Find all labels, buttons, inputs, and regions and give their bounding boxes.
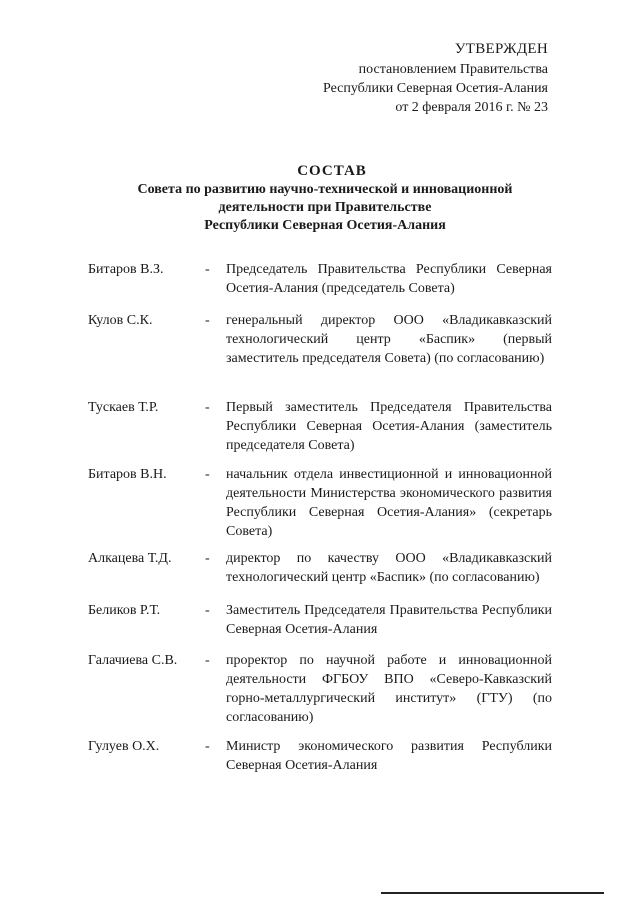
member-name: Беликов Р.Т. (88, 603, 161, 618)
document-title (0, 161, 640, 235)
approval-line-3: от 2 февраля 2016 г. № 23 (395, 100, 548, 115)
member-role: проректор по научной работе и инновационной деятельности ФГБОУ ВПО «Северо-Кавказский горно-металлургический институт» (ГТУ) (по согласованию) (226, 653, 552, 725)
member-name: Битаров В.З. (88, 262, 164, 277)
member-role: Министр экономического развития Республики Северная Осетия-Алания (226, 739, 552, 773)
member-name: Тускаев Т.Р. (88, 400, 159, 415)
approval-heading: УТВЕРЖДЕН (454, 41, 548, 57)
member-name: Галачиева С.В. (88, 653, 178, 668)
member-role: директор по качеству ООО «Владикавказский технологический центр «Баспик» (по согласованию) (226, 551, 552, 585)
member-dash: - (205, 313, 210, 328)
member-dash: - (205, 653, 210, 668)
member-dash: - (205, 603, 210, 618)
member-name: Гулуев О.Х. (88, 739, 160, 754)
member-dash: - (205, 739, 210, 754)
member-role: генеральный директор ООО «Владикавказский технологический центр «Баспик» (первый заместитель председателя Совета) (по согласованию) (226, 313, 552, 366)
member-role: Председатель Правительства Республики Северная Осетия-Алания (председатель Совета) (226, 262, 552, 296)
member-dash: - (205, 551, 210, 566)
member-dash: - (205, 400, 210, 415)
member-role: Заместитель Председателя Правительства Республики Северная Осетия-Алания (226, 603, 552, 637)
title-line-3: Республики Северная Осетия-Алания (204, 218, 446, 233)
approval-line-2: Республики Северная Осетия-Алания (323, 81, 548, 96)
member-role: Первый заместитель Председателя Правительства Республики Северная Осетия-Алания (заместитель председателя Совета) (226, 400, 552, 453)
footer-divider (381, 892, 604, 894)
title-line-2: деятельности при Правительстве (218, 200, 432, 215)
member-name: Алкацева Т.Д. (88, 551, 172, 566)
approval-stamp (323, 40, 548, 117)
title-main: СОСТАВ (297, 163, 367, 179)
member-name: Кулов С.К. (88, 313, 153, 328)
member-dash: - (205, 467, 210, 482)
title-line-1: Совета по развитию научно-технической и инновационной (137, 182, 513, 197)
approval-line-1: постановлением Правительства (358, 62, 548, 77)
member-role: начальник отдела инвестиционной и инновационной деятельности Министерства экономического развития Республики Северная Осетия-Алания» (секретарь Совета) (226, 467, 552, 539)
member-dash: - (205, 262, 210, 277)
member-name: Битаров В.Н. (88, 467, 167, 482)
